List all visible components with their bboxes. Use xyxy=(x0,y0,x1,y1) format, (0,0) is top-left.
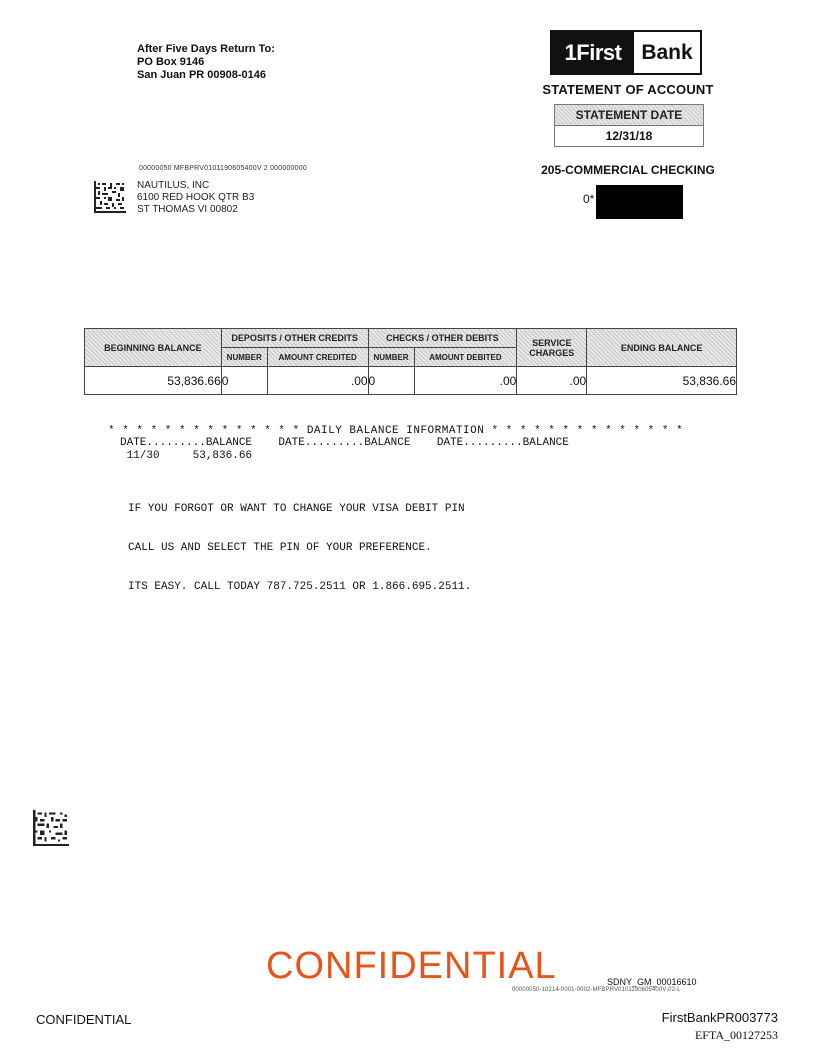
header-checks: CHECKS / OTHER DEBITS xyxy=(368,329,517,348)
pin-message-line3: ITS EASY. CALL TODAY 787.725.2511 OR 1.866.695.2511. xyxy=(128,581,472,593)
pin-message-line1: IF YOU FORGOT OR WANT TO CHANGE YOUR VISA DEBIT PIN xyxy=(128,503,465,515)
return-address xyxy=(137,43,275,82)
header-beginning-balance: BEGINNING BALANCE xyxy=(85,329,222,367)
bank-logo xyxy=(550,30,702,75)
table-row xyxy=(85,367,737,395)
confidential-stamp: CONFIDENTIAL xyxy=(266,945,557,987)
efta-number: EFTA_00127253 xyxy=(694,1028,778,1042)
header-ending-balance: ENDING BALANCE xyxy=(587,329,737,367)
account-number: 0* xyxy=(583,192,595,206)
document-code: 00000050-10214-0001-0002-MFBPRV0101190605400V-02-L xyxy=(512,987,681,993)
check-count-value: 0 xyxy=(368,367,414,395)
deposit-count-value: 0 xyxy=(221,367,267,395)
pin-message-line2: CALL US AND SELECT THE PIN OF YOUR PREFERENCE. xyxy=(128,542,432,554)
addressee-street: 6100 RED HOOK QTR B3 xyxy=(137,192,255,203)
header-check-number: NUMBER xyxy=(368,348,414,367)
mail-code: 00000050 MFBPRV0101190605400V 2 000000000 xyxy=(139,165,307,172)
return-address-line2: PO Box 9146 xyxy=(137,56,205,68)
logo-bank: Bank xyxy=(634,32,700,73)
barcode-2d-icon xyxy=(94,181,126,213)
return-address-line1: After Five Days Return To: xyxy=(137,43,275,55)
pin-message xyxy=(128,477,471,607)
logo-first: 1First xyxy=(552,32,634,73)
statement-date-box xyxy=(554,104,704,147)
statement-date-label: STATEMENT DATE xyxy=(555,105,703,126)
daily-balance-header: DATE.........BALANCE DATE.........BALANCE DATE.........BALANCE xyxy=(120,437,569,449)
confidential-label: CONFIDENTIAL xyxy=(36,1012,132,1027)
addressee-name: NAUTILUS, INC xyxy=(137,180,210,191)
header-service-charges: SERVICE CHARGES xyxy=(517,329,587,367)
beginning-balance-value: 53,836.66 xyxy=(85,367,222,395)
return-address-line3: San Juan PR 00908-0146 xyxy=(137,69,267,81)
header-deposit-number: NUMBER xyxy=(221,348,267,367)
mailing-address xyxy=(137,180,254,216)
redaction-block xyxy=(596,185,683,219)
barcode-2d-icon xyxy=(33,810,69,846)
amount-debited-value: .00 xyxy=(414,367,517,395)
statement-title: STATEMENT OF ACCOUNT xyxy=(542,82,714,97)
account-type: 205-COMMERCIAL CHECKING xyxy=(541,163,715,177)
statement-date-value: 12/31/18 xyxy=(605,129,653,143)
amount-credited-value: .00 xyxy=(267,367,368,395)
service-charges-value: .00 xyxy=(517,367,587,395)
sdny-number: SDNY_GM_00016610 xyxy=(607,977,697,987)
header-amount-credited: AMOUNT CREDITED xyxy=(267,348,368,367)
ending-balance-value: 53,836.66 xyxy=(587,367,737,395)
header-deposits: DEPOSITS / OTHER CREDITS xyxy=(221,329,368,348)
daily-balance-banner: * * * * * * * * * * * * * * DAILY BALANCE INFORMATION * * * * * * * * * * * * * * xyxy=(108,425,684,437)
account-summary-table xyxy=(84,328,737,395)
daily-balance-row: 11/30 53,836.66 xyxy=(120,450,253,462)
addressee-city: ST THOMAS VI 00802 xyxy=(137,204,238,215)
header-amount-debited: AMOUNT DEBITED xyxy=(414,348,517,367)
bates-number: FirstBankPR003773 xyxy=(661,1010,778,1025)
